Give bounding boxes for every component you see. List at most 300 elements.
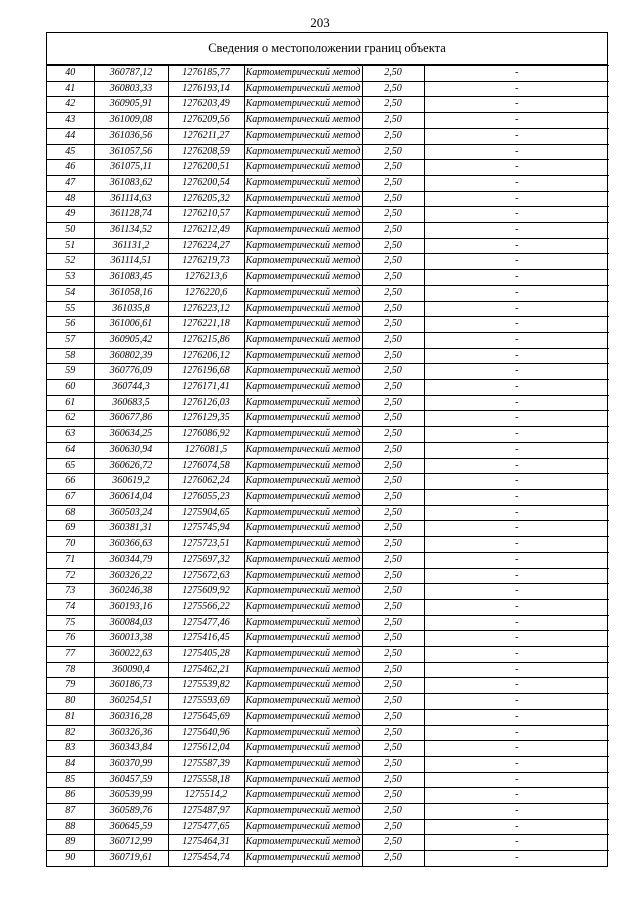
y-coordinate-cell: 1275587,39 — [168, 756, 244, 772]
y-coordinate-cell: 1276196,68 — [168, 364, 244, 380]
accuracy-cell: 2,50 — [362, 66, 424, 82]
y-coordinate-cell: 1276213,6 — [168, 270, 244, 286]
table-row — [47, 772, 609, 788]
method-cell: Картометрический метод — [244, 395, 362, 411]
y-coordinate-cell: 1276081,5 — [168, 442, 244, 458]
note-cell: - — [424, 207, 609, 223]
page-number: 203 — [310, 15, 330, 30]
table-row — [47, 741, 609, 757]
note-cell: - — [424, 285, 609, 301]
accuracy-cell: 2,50 — [362, 254, 424, 270]
y-coordinate-cell: 1276205,32 — [168, 191, 244, 207]
accuracy-cell: 2,50 — [362, 458, 424, 474]
table-row — [47, 270, 609, 286]
point-number-cell: 74 — [47, 599, 94, 615]
accuracy-cell: 2,50 — [362, 835, 424, 851]
y-coordinate-cell: 1276203,49 — [168, 97, 244, 113]
accuracy-cell: 2,50 — [362, 851, 424, 866]
y-coordinate-cell: 1276171,41 — [168, 380, 244, 396]
table-row — [47, 505, 609, 521]
table-row — [47, 97, 609, 113]
y-coordinate-cell: 1275462,21 — [168, 662, 244, 678]
method-cell: Картометрический метод — [244, 301, 362, 317]
table-row — [47, 662, 609, 678]
point-number-cell: 59 — [47, 364, 94, 380]
y-coordinate-cell: 1275723,51 — [168, 537, 244, 553]
accuracy-cell: 2,50 — [362, 584, 424, 600]
note-cell: - — [424, 804, 609, 820]
note-cell: - — [424, 411, 609, 427]
y-coordinate-cell: 1275558,18 — [168, 772, 244, 788]
accuracy-cell: 2,50 — [362, 160, 424, 176]
x-coordinate-cell: 360193,16 — [94, 599, 168, 615]
y-coordinate-cell: 1275612,04 — [168, 741, 244, 757]
y-coordinate-cell: 1276209,56 — [168, 113, 244, 129]
method-cell: Картометрический метод — [244, 317, 362, 333]
point-number-cell: 45 — [47, 144, 94, 160]
point-number-cell: 57 — [47, 332, 94, 348]
note-cell: - — [424, 348, 609, 364]
x-coordinate-cell: 361058,16 — [94, 285, 168, 301]
note-cell: - — [424, 223, 609, 239]
y-coordinate-cell: 1275477,65 — [168, 819, 244, 835]
x-coordinate-cell: 360802,39 — [94, 348, 168, 364]
y-coordinate-cell: 1276221,18 — [168, 317, 244, 333]
x-coordinate-cell: 360316,28 — [94, 709, 168, 725]
point-number-cell: 67 — [47, 489, 94, 505]
table-row — [47, 599, 609, 615]
y-coordinate-cell: 1276200,54 — [168, 175, 244, 191]
accuracy-cell: 2,50 — [362, 238, 424, 254]
method-cell: Картометрический метод — [244, 851, 362, 866]
x-coordinate-cell: 360370,99 — [94, 756, 168, 772]
y-coordinate-cell: 1275539,82 — [168, 678, 244, 694]
note-cell: - — [424, 254, 609, 270]
accuracy-cell: 2,50 — [362, 332, 424, 348]
x-coordinate-cell: 361036,56 — [94, 128, 168, 144]
note-cell: - — [424, 584, 609, 600]
method-cell: Картометрический метод — [244, 442, 362, 458]
table-row — [47, 647, 609, 663]
method-cell: Картометрический метод — [244, 521, 362, 537]
method-cell: Картометрический метод — [244, 819, 362, 835]
method-cell: Картометрический метод — [244, 772, 362, 788]
y-coordinate-cell: 1275609,92 — [168, 584, 244, 600]
point-number-cell: 66 — [47, 474, 94, 490]
note-cell: - — [424, 568, 609, 584]
method-cell: Картометрический метод — [244, 191, 362, 207]
note-cell: - — [424, 81, 609, 97]
accuracy-cell: 2,50 — [362, 631, 424, 647]
table-row — [47, 301, 609, 317]
y-coordinate-cell: 1276193,14 — [168, 81, 244, 97]
method-cell: Картометрический метод — [244, 725, 362, 741]
note-cell: - — [424, 301, 609, 317]
accuracy-cell: 2,50 — [362, 81, 424, 97]
point-number-cell: 50 — [47, 223, 94, 239]
x-coordinate-cell: 360326,36 — [94, 725, 168, 741]
table-row — [47, 804, 609, 820]
x-coordinate-cell: 360344,79 — [94, 552, 168, 568]
table-row — [47, 552, 609, 568]
accuracy-cell: 2,50 — [362, 819, 424, 835]
note-cell: - — [424, 97, 609, 113]
point-number-cell: 76 — [47, 631, 94, 647]
accuracy-cell: 2,50 — [362, 175, 424, 191]
table-row — [47, 851, 609, 866]
y-coordinate-cell: 1275416,45 — [168, 631, 244, 647]
method-cell: Картометрический метод — [244, 270, 362, 286]
accuracy-cell: 2,50 — [362, 741, 424, 757]
point-number-cell: 48 — [47, 191, 94, 207]
y-coordinate-cell: 1275514,2 — [168, 788, 244, 804]
y-coordinate-cell: 1275464,31 — [168, 835, 244, 851]
y-coordinate-cell: 1276200,51 — [168, 160, 244, 176]
point-number-cell: 49 — [47, 207, 94, 223]
note-cell: - — [424, 238, 609, 254]
note-cell: - — [424, 788, 609, 804]
accuracy-cell: 2,50 — [362, 756, 424, 772]
method-cell: Картометрический метод — [244, 411, 362, 427]
x-coordinate-cell: 360683,5 — [94, 395, 168, 411]
y-coordinate-cell: 1275697,32 — [168, 552, 244, 568]
accuracy-cell: 2,50 — [362, 678, 424, 694]
accuracy-cell: 2,50 — [362, 411, 424, 427]
method-cell: Картометрический метод — [244, 584, 362, 600]
accuracy-cell: 2,50 — [362, 505, 424, 521]
accuracy-cell: 2,50 — [362, 128, 424, 144]
method-cell: Картометрический метод — [244, 175, 362, 191]
point-number-cell: 71 — [47, 552, 94, 568]
note-cell: - — [424, 851, 609, 866]
method-cell: Картометрический метод — [244, 694, 362, 710]
method-cell: Картометрический метод — [244, 364, 362, 380]
accuracy-cell: 2,50 — [362, 207, 424, 223]
table-row — [47, 175, 609, 191]
x-coordinate-cell: 360090,4 — [94, 662, 168, 678]
method-cell: Картометрический метод — [244, 835, 362, 851]
note-cell: - — [424, 332, 609, 348]
method-cell: Картометрический метод — [244, 144, 362, 160]
method-cell: Картометрический метод — [244, 599, 362, 615]
x-coordinate-cell: 360589,76 — [94, 804, 168, 820]
note-cell: - — [424, 631, 609, 647]
y-coordinate-cell: 1276215,86 — [168, 332, 244, 348]
table-row — [47, 160, 609, 176]
method-cell: Картометрический метод — [244, 66, 362, 82]
x-coordinate-cell: 360457,59 — [94, 772, 168, 788]
x-coordinate-cell: 361083,62 — [94, 175, 168, 191]
table-row — [47, 709, 609, 725]
point-number-cell: 47 — [47, 175, 94, 191]
x-coordinate-cell: 360619,2 — [94, 474, 168, 490]
table-row — [47, 332, 609, 348]
method-cell: Картометрический метод — [244, 427, 362, 443]
y-coordinate-cell: 1276224,27 — [168, 238, 244, 254]
note-cell: - — [424, 725, 609, 741]
note-cell: - — [424, 772, 609, 788]
table-row — [47, 411, 609, 427]
method-cell: Картометрический метод — [244, 238, 362, 254]
x-coordinate-cell: 361083,45 — [94, 270, 168, 286]
x-coordinate-cell: 361009,08 — [94, 113, 168, 129]
point-number-cell: 80 — [47, 694, 94, 710]
x-coordinate-cell: 361131,2 — [94, 238, 168, 254]
table-row — [47, 458, 609, 474]
table-row — [47, 678, 609, 694]
accuracy-cell: 2,50 — [362, 223, 424, 239]
table-row — [47, 756, 609, 772]
x-coordinate-cell: 360022,63 — [94, 647, 168, 663]
table-row — [47, 788, 609, 804]
accuracy-cell: 2,50 — [362, 395, 424, 411]
y-coordinate-cell: 1275593,69 — [168, 694, 244, 710]
y-coordinate-cell: 1275477,46 — [168, 615, 244, 631]
point-number-cell: 40 — [47, 66, 94, 82]
y-coordinate-cell: 1276129,35 — [168, 411, 244, 427]
y-coordinate-cell: 1276126,03 — [168, 395, 244, 411]
accuracy-cell: 2,50 — [362, 772, 424, 788]
x-coordinate-cell: 361006,61 — [94, 317, 168, 333]
method-cell: Картометрический метод — [244, 113, 362, 129]
method-cell: Картометрический метод — [244, 678, 362, 694]
x-coordinate-cell: 360381,31 — [94, 521, 168, 537]
y-coordinate-cell: 1276208,59 — [168, 144, 244, 160]
accuracy-cell: 2,50 — [362, 191, 424, 207]
point-number-cell: 82 — [47, 725, 94, 741]
table-row — [47, 819, 609, 835]
boundary-table-sheet — [46, 32, 608, 867]
point-number-cell: 70 — [47, 537, 94, 553]
table-row — [47, 474, 609, 490]
point-number-cell: 77 — [47, 647, 94, 663]
point-number-cell: 69 — [47, 521, 94, 537]
point-number-cell: 63 — [47, 427, 94, 443]
point-number-cell: 55 — [47, 301, 94, 317]
method-cell: Картометрический метод — [244, 128, 362, 144]
note-cell: - — [424, 835, 609, 851]
point-number-cell: 78 — [47, 662, 94, 678]
x-coordinate-cell: 360503,24 — [94, 505, 168, 521]
method-cell: Картометрический метод — [244, 505, 362, 521]
point-number-cell: 54 — [47, 285, 94, 301]
x-coordinate-cell: 360634,25 — [94, 427, 168, 443]
method-cell: Картометрический метод — [244, 709, 362, 725]
x-coordinate-cell: 361114,63 — [94, 191, 168, 207]
y-coordinate-cell: 1276212,49 — [168, 223, 244, 239]
note-cell: - — [424, 144, 609, 160]
x-coordinate-cell: 360776,09 — [94, 364, 168, 380]
method-cell: Картометрический метод — [244, 741, 362, 757]
method-cell: Картометрический метод — [244, 537, 362, 553]
x-coordinate-cell: 360719,61 — [94, 851, 168, 866]
table-row — [47, 537, 609, 553]
y-coordinate-cell: 1276220,6 — [168, 285, 244, 301]
point-number-cell: 64 — [47, 442, 94, 458]
table-row — [47, 380, 609, 396]
accuracy-cell: 2,50 — [362, 709, 424, 725]
y-coordinate-cell: 1276211,27 — [168, 128, 244, 144]
note-cell: - — [424, 756, 609, 772]
point-number-cell: 53 — [47, 270, 94, 286]
y-coordinate-cell: 1275405,28 — [168, 647, 244, 663]
x-coordinate-cell: 360712,99 — [94, 835, 168, 851]
method-cell: Картометрический метод — [244, 615, 362, 631]
accuracy-cell: 2,50 — [362, 599, 424, 615]
point-number-cell: 60 — [47, 380, 94, 396]
x-coordinate-cell: 360630,94 — [94, 442, 168, 458]
point-number-cell: 56 — [47, 317, 94, 333]
point-number-cell: 83 — [47, 741, 94, 757]
y-coordinate-cell: 1276062,24 — [168, 474, 244, 490]
method-cell: Картометрический метод — [244, 207, 362, 223]
x-coordinate-cell: 360803,33 — [94, 81, 168, 97]
y-coordinate-cell: 1275487,97 — [168, 804, 244, 820]
point-number-cell: 61 — [47, 395, 94, 411]
table-row — [47, 191, 609, 207]
coordinates-table-body — [47, 66, 609, 866]
x-coordinate-cell: 360254,51 — [94, 694, 168, 710]
point-number-cell: 81 — [47, 709, 94, 725]
accuracy-cell: 2,50 — [362, 144, 424, 160]
accuracy-cell: 2,50 — [362, 615, 424, 631]
x-coordinate-cell: 360186,73 — [94, 678, 168, 694]
x-coordinate-cell: 360905,42 — [94, 332, 168, 348]
point-number-cell: 85 — [47, 772, 94, 788]
method-cell: Картометрический метод — [244, 568, 362, 584]
y-coordinate-cell: 1276074,58 — [168, 458, 244, 474]
point-number-cell: 75 — [47, 615, 94, 631]
accuracy-cell: 2,50 — [362, 348, 424, 364]
method-cell: Картометрический метод — [244, 804, 362, 820]
note-cell: - — [424, 741, 609, 757]
table-row — [47, 348, 609, 364]
table-row — [47, 223, 609, 239]
note-cell: - — [424, 270, 609, 286]
method-cell: Картометрический метод — [244, 662, 362, 678]
accuracy-cell: 2,50 — [362, 442, 424, 458]
note-cell: - — [424, 552, 609, 568]
note-cell: - — [424, 427, 609, 443]
accuracy-cell: 2,50 — [362, 725, 424, 741]
table-row — [47, 254, 609, 270]
point-number-cell: 44 — [47, 128, 94, 144]
method-cell: Картометрический метод — [244, 552, 362, 568]
note-cell: - — [424, 709, 609, 725]
x-coordinate-cell: 361057,56 — [94, 144, 168, 160]
note-cell: - — [424, 380, 609, 396]
method-cell: Картометрический метод — [244, 223, 362, 239]
method-cell: Картометрический метод — [244, 380, 362, 396]
section-title: Сведения о местоположении границ объекта — [47, 33, 607, 65]
note-cell: - — [424, 647, 609, 663]
y-coordinate-cell: 1276055,23 — [168, 489, 244, 505]
y-coordinate-cell: 1276210,57 — [168, 207, 244, 223]
accuracy-cell: 2,50 — [362, 474, 424, 490]
point-number-cell: 87 — [47, 804, 94, 820]
note-cell: - — [424, 599, 609, 615]
table-row — [47, 584, 609, 600]
point-number-cell: 52 — [47, 254, 94, 270]
method-cell: Картометрический метод — [244, 631, 362, 647]
note-cell: - — [424, 175, 609, 191]
method-cell: Картометрический метод — [244, 285, 362, 301]
y-coordinate-cell: 1275645,69 — [168, 709, 244, 725]
x-coordinate-cell: 360084,03 — [94, 615, 168, 631]
table-row — [47, 238, 609, 254]
note-cell: - — [424, 678, 609, 694]
y-coordinate-cell: 1275566,22 — [168, 599, 244, 615]
point-number-cell: 43 — [47, 113, 94, 129]
method-cell: Картометрический метод — [244, 81, 362, 97]
accuracy-cell: 2,50 — [362, 804, 424, 820]
x-coordinate-cell: 361075,11 — [94, 160, 168, 176]
point-number-cell: 51 — [47, 238, 94, 254]
note-cell: - — [424, 128, 609, 144]
point-number-cell: 90 — [47, 851, 94, 866]
accuracy-cell: 2,50 — [362, 380, 424, 396]
note-cell: - — [424, 364, 609, 380]
note-cell: - — [424, 615, 609, 631]
method-cell: Картометрический метод — [244, 489, 362, 505]
x-coordinate-cell: 360677,86 — [94, 411, 168, 427]
y-coordinate-cell: 1275454,74 — [168, 851, 244, 866]
table-row — [47, 285, 609, 301]
accuracy-cell: 2,50 — [362, 489, 424, 505]
table-row — [47, 521, 609, 537]
table-row — [47, 395, 609, 411]
method-cell: Картометрический метод — [244, 160, 362, 176]
x-coordinate-cell: 360326,22 — [94, 568, 168, 584]
note-cell: - — [424, 395, 609, 411]
accuracy-cell: 2,50 — [362, 301, 424, 317]
point-number-cell: 65 — [47, 458, 94, 474]
table-row — [47, 81, 609, 97]
x-coordinate-cell: 361128,74 — [94, 207, 168, 223]
accuracy-cell: 2,50 — [362, 568, 424, 584]
table-row — [47, 427, 609, 443]
note-cell: - — [424, 113, 609, 129]
x-coordinate-cell: 360626,72 — [94, 458, 168, 474]
method-cell: Картометрический метод — [244, 756, 362, 772]
point-number-cell: 79 — [47, 678, 94, 694]
accuracy-cell: 2,50 — [362, 662, 424, 678]
x-coordinate-cell: 360366,63 — [94, 537, 168, 553]
accuracy-cell: 2,50 — [362, 647, 424, 663]
method-cell: Картометрический метод — [244, 474, 362, 490]
x-coordinate-cell: 360246,38 — [94, 584, 168, 600]
method-cell: Картометрический метод — [244, 97, 362, 113]
method-cell: Картометрический метод — [244, 647, 362, 663]
table-row — [47, 364, 609, 380]
note-cell: - — [424, 489, 609, 505]
note-cell: - — [424, 521, 609, 537]
x-coordinate-cell: 360744,3 — [94, 380, 168, 396]
accuracy-cell: 2,50 — [362, 270, 424, 286]
accuracy-cell: 2,50 — [362, 788, 424, 804]
table-row — [47, 317, 609, 333]
point-number-cell: 58 — [47, 348, 94, 364]
accuracy-cell: 2,50 — [362, 317, 424, 333]
note-cell: - — [424, 442, 609, 458]
point-number-cell: 62 — [47, 411, 94, 427]
table-row — [47, 144, 609, 160]
table-row — [47, 835, 609, 851]
table-row — [47, 489, 609, 505]
x-coordinate-cell: 360539,99 — [94, 788, 168, 804]
y-coordinate-cell: 1275640,96 — [168, 725, 244, 741]
coordinates-table — [47, 65, 609, 866]
